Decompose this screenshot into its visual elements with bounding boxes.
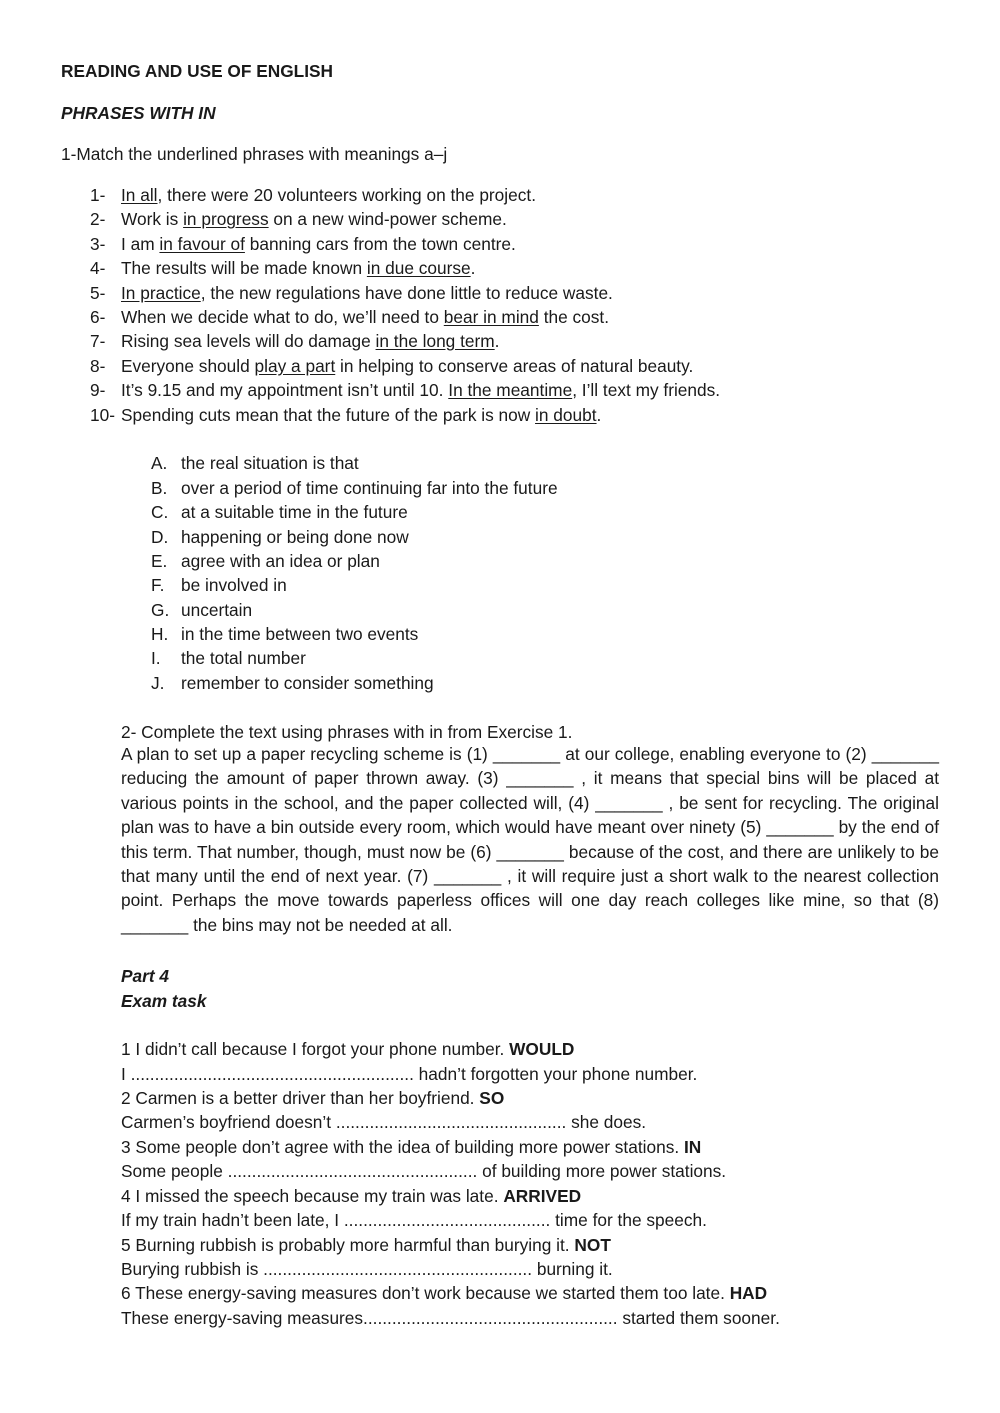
item-number: 6- — [90, 307, 106, 327]
exercise1-instruction: 1-Match the underlined phrases with meanings a–j — [61, 144, 448, 164]
task-rewrite: Burying rubbish is ........................................................ burning it. — [121, 1259, 613, 1279]
meaning-letter: C. — [151, 502, 169, 522]
item-text-before: I am — [121, 234, 160, 254]
meaning-item — [0, 648, 1000, 668]
task-rewrite: Carmen’s boyfriend doesn’t ................................................ she does. — [121, 1112, 647, 1132]
meaning-item — [0, 551, 1000, 571]
meaning-item — [0, 673, 1000, 693]
task-rewrite: If my train hadn’t been late, I ........................................... time for the speech. — [121, 1210, 707, 1230]
task-sentence — [121, 1235, 611, 1256]
underlined-phrase: in the long term — [375, 331, 495, 351]
item-text-before: It’s 9.15 and my appointment isn’t until 10. — [121, 380, 449, 400]
item-text-after: , the new regulations have done little to reduce waste. — [200, 283, 613, 303]
task-rewrite: I ........................................................... hadn’t forgotten your phone number. — [121, 1064, 698, 1084]
list-item — [0, 405, 1000, 425]
item-text-before: Spending cuts mean that the future of the park is now — [121, 405, 536, 425]
underlined-phrase: In all — [121, 185, 158, 205]
item-text-before: The results will be made known — [121, 258, 367, 278]
meaning-letter: E. — [151, 551, 168, 571]
item-number: 5- — [90, 283, 106, 303]
task-rewrite: Some people .................................................... of building more power stations. — [121, 1161, 727, 1181]
item-number: 10- — [90, 405, 115, 425]
meaning-text: agree with an idea or plan — [181, 551, 380, 571]
item-text-after: . — [494, 331, 500, 351]
task-keyword: SO — [479, 1088, 505, 1108]
underlined-phrase: in due course — [366, 258, 471, 278]
meaning-item — [0, 502, 1000, 522]
item-text-before: When we decide what to do, we’ll need to — [121, 307, 444, 327]
task-sentence — [121, 1186, 581, 1207]
task-keyword: WOULD — [509, 1039, 575, 1059]
meaning-item — [0, 600, 1000, 620]
meaning-text: at a suitable time in the future — [181, 502, 408, 522]
item-number: 7- — [90, 331, 106, 351]
meaning-letter: J. — [151, 673, 165, 693]
list-item — [0, 283, 1000, 303]
task-text: 2 Carmen is a better driver than her boyfriend. — [121, 1088, 480, 1108]
item-text-after: in helping to conserve areas of natural beauty. — [335, 356, 694, 376]
list-item — [0, 185, 1000, 205]
meaning-text: uncertain — [181, 600, 253, 620]
list-item — [0, 331, 1000, 351]
task-text: 4 I missed the speech because my train was late. — [121, 1186, 504, 1206]
exercise2-passage: A plan to set up a paper recycling scheme is (1) _______ at our college, enabling everyone to (2) _______ reducing the amount of paper thrown away. (3) _______ , it means that special bins will be placed at various points in the school, and the paper collected will, (4) _______ , be sent for recycling. The original plan was to have a bin outside every room, which would have meant over ninety (5) _______ by the end of this term. That number, though, must now be (6) _______ because of the cost, and there are unlikely to be that many until the end of next year. (7) _______ , it will require just a short walk to the nearest collection point. Perhaps the move towards paperless offices will one day reach colleges like mine, so that (8) _______ the bins may not be needed at all. — [121, 744, 939, 935]
task-text: 6 These energy-saving measures don’t work because we started them too late. — [121, 1283, 730, 1303]
meaning-letter: F. — [151, 575, 165, 595]
item-text-before: Rising sea levels will do damage — [121, 331, 376, 351]
item-number: 1- — [90, 185, 106, 205]
meaning-item — [0, 624, 1000, 644]
meaning-letter: I. — [151, 648, 161, 668]
list-item — [0, 307, 1000, 327]
task-keyword: ARRIVED — [503, 1186, 582, 1206]
task-sentence — [121, 1137, 701, 1158]
meaning-text: happening or being done now — [181, 527, 409, 547]
task-text: 3 Some people don’t agree with the idea of building more power stations. — [121, 1137, 684, 1157]
item-text-after: banning cars from the town centre. — [244, 234, 516, 254]
underlined-phrase: in progress — [183, 209, 269, 229]
list-item — [0, 209, 1000, 229]
underlined-phrase: play a part — [254, 356, 336, 376]
meaning-text: the total number — [181, 648, 306, 668]
item-text-after: , I’ll text my friends. — [572, 380, 721, 400]
meaning-text: remember to consider something — [181, 673, 434, 693]
underlined-phrase: In practice — [121, 283, 201, 303]
item-number: 8- — [90, 356, 106, 376]
underlined-phrase: in doubt — [535, 405, 597, 425]
item-text-before: Work is — [121, 209, 184, 229]
meaning-item — [0, 575, 1000, 595]
meaning-letter: B. — [151, 478, 168, 498]
part4-subheading: Exam task — [121, 991, 207, 1011]
section-subtitle: PHRASES WITH IN — [61, 103, 216, 123]
meaning-item — [0, 478, 1000, 498]
task-text: 5 Burning rubbish is probably more harmful than burying it. — [121, 1235, 575, 1255]
task-sentence — [121, 1039, 574, 1060]
part4-heading: Part 4 — [121, 966, 170, 986]
item-number: 9- — [90, 380, 106, 400]
list-item — [0, 234, 1000, 254]
list-item — [0, 380, 1000, 400]
meaning-letter: D. — [151, 527, 169, 547]
meaning-text: be involved in — [181, 575, 287, 595]
item-text-after: . — [470, 258, 476, 278]
item-number: 3- — [90, 234, 106, 254]
task-keyword: HAD — [729, 1283, 768, 1303]
item-text-before: Everyone should — [121, 356, 255, 376]
task-keyword: NOT — [574, 1235, 611, 1255]
item-text-after: on a new wind-power scheme. — [268, 209, 507, 229]
item-number: 2- — [90, 209, 106, 229]
meaning-letter: G. — [151, 600, 170, 620]
task-sentence — [121, 1283, 767, 1304]
list-item — [0, 356, 1000, 376]
exercise2-instruction: 2- Complete the text using phrases with in from Exercise 1. — [121, 722, 573, 742]
meaning-text: over a period of time continuing far into the future — [181, 478, 558, 498]
item-text-after: the cost. — [538, 307, 610, 327]
task-rewrite: These energy-saving measures..................................................... started them sooner. — [121, 1308, 780, 1328]
task-sentence — [121, 1088, 504, 1109]
list-item — [0, 258, 1000, 278]
underlined-phrase: bear in mind — [443, 307, 539, 327]
task-keyword: IN — [683, 1137, 702, 1157]
meaning-letter: H. — [151, 624, 169, 644]
item-number: 4- — [90, 258, 106, 278]
meaning-letter: A. — [151, 453, 168, 473]
meaning-item — [0, 453, 1000, 473]
underlined-phrase: In the meantime — [448, 380, 573, 400]
item-text-after: . — [596, 405, 602, 425]
meaning-text: in the time between two events — [181, 624, 419, 644]
meaning-item — [0, 527, 1000, 547]
underlined-phrase: in favour of — [159, 234, 245, 254]
page-title: READING AND USE OF ENGLISH — [61, 61, 334, 81]
meaning-text: the real situation is that — [181, 453, 359, 473]
item-text-after: , there were 20 volunteers working on the project. — [157, 185, 536, 205]
task-text: 1 I didn’t call because I forgot your phone number. — [121, 1039, 510, 1059]
